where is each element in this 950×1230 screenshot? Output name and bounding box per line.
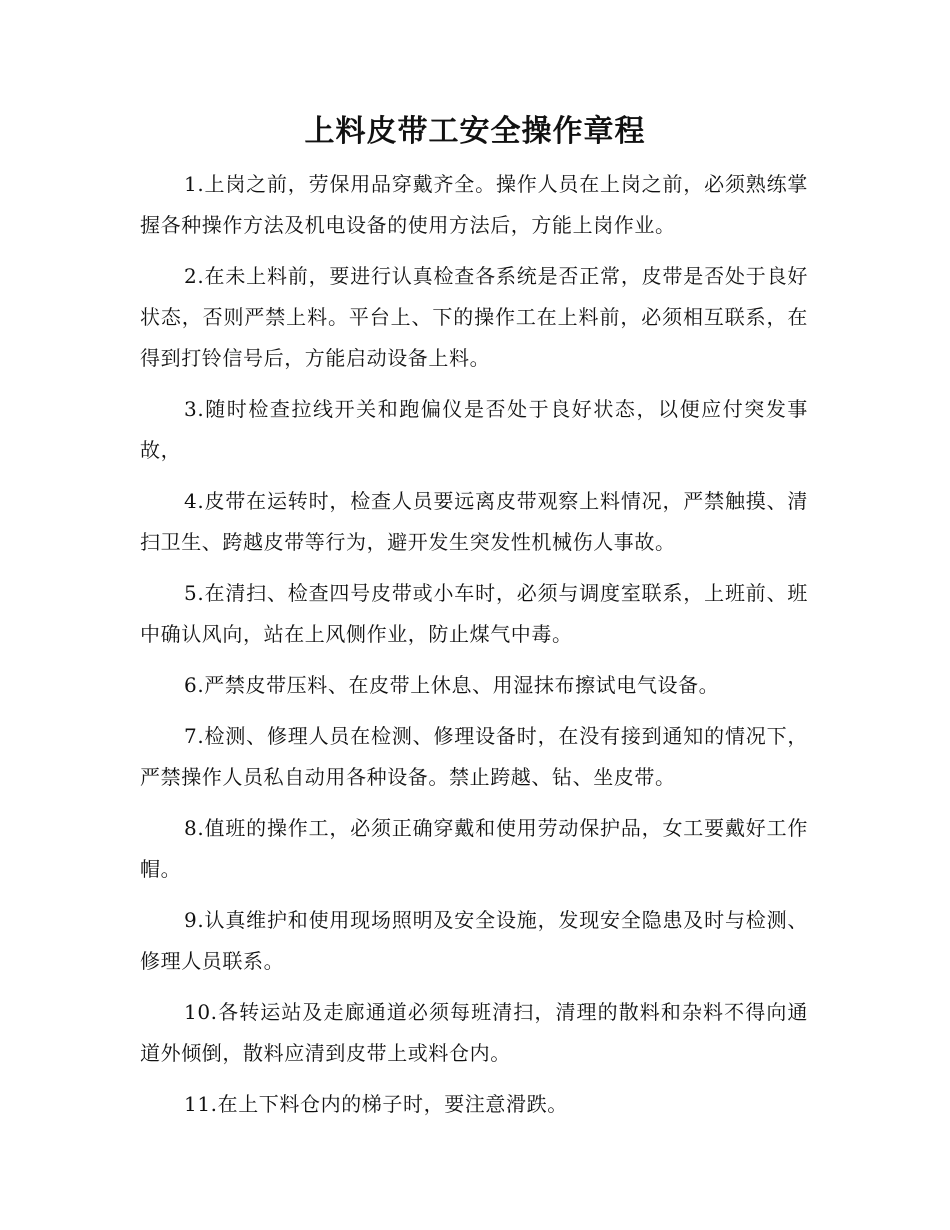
clause-10: 10.各转运站及走廊通道必须每班清扫，清理的散料和杂料不得向通道外倾倒，散料应清到皮带上或料仓内。 [140, 1000, 808, 1065]
clause-7: 7.检测、修理人员在检测、修理设备时，在没有接到通知的情况下，严禁操作人员私自动用各种设备。禁止跨越、钻、坐皮带。 [140, 724, 808, 789]
clause-11: 11.在上下料仓内的梯子时，要注意滑跌。 [184, 1092, 568, 1116]
clause-3: 3.随时检查拉线开关和跑偏仪是否处于良好状态，以便应付突发事故， [140, 397, 808, 462]
clause-5: 5.在清扫、检查四号皮带或小车时，必须与调度室联系，上班前、班中确认风向，站在上风侧作业，防止煤气中毒。 [140, 581, 808, 646]
clause-4: 4.皮带在运转时，检查人员要远离皮带观察上料情况，严禁触摸、清扫卫生、跨越皮带等行为，避开发生突发性机械伤人事故。 [140, 489, 808, 554]
clause-1: 1.上岗之前，劳保用品穿戴齐全。操作人员在上岗之前，必须熟练掌握各种操作方法及机电设备的使用方法后，方能上岗作业。 [140, 172, 808, 237]
clause-list [140, 164, 808, 1135]
clause-8: 8.值班的操作工，必须正确穿戴和使用劳动保护品，女工要戴好工作帽。 [140, 816, 808, 881]
clause-2: 2.在未上料前，要进行认真检查各系统是否正常，皮带是否处于良好状态，否则严禁上料。平台上、下的操作工在上料前，必须相互联系，在得到打铃信号后，方能启动设备上料。 [140, 264, 808, 370]
clause-9: 9.认真维护和使用现场照明及安全设施，发现安全隐患及时与检测、修理人员联系。 [140, 908, 808, 973]
clause-6: 6.严禁皮带压料、在皮带上休息、用湿抹布擦试电气设备。 [184, 673, 720, 697]
document-title: 上料皮带工安全操作章程 [304, 114, 646, 149]
